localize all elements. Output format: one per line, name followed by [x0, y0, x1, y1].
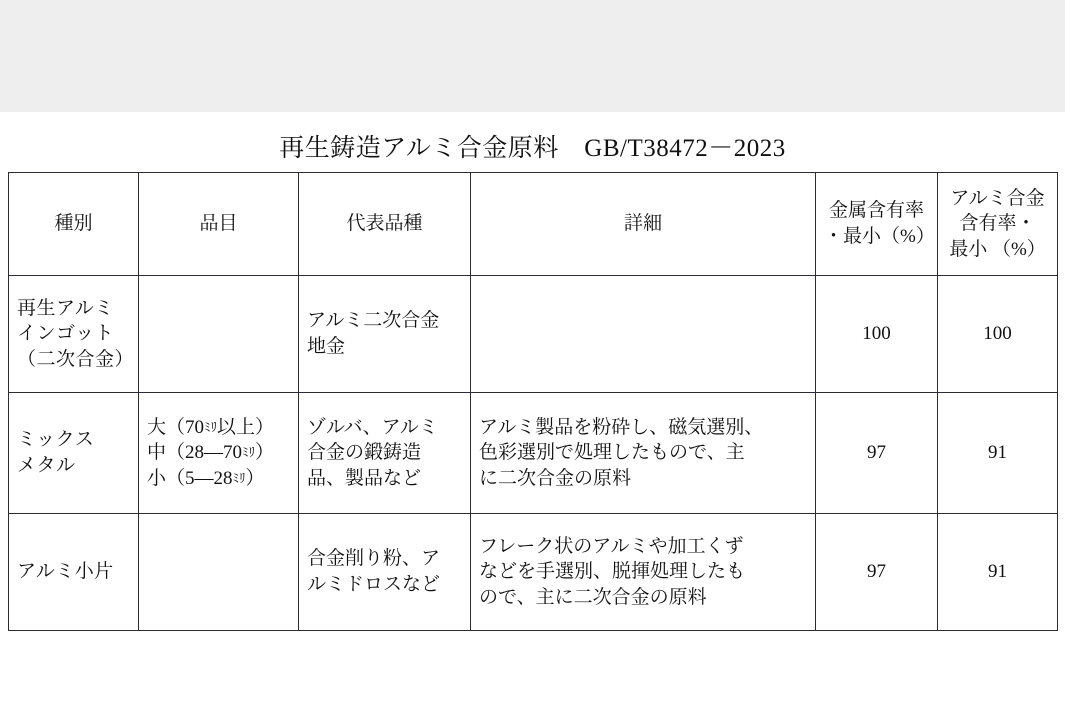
- cell-kind-line3: （二次合金）: [17, 348, 135, 370]
- table-row: [9, 393, 1058, 514]
- header-kind: 種別: [9, 173, 139, 276]
- cell-representative-line2: 合金の鍛鋳造: [307, 442, 422, 464]
- cell-item-line1: [147, 415, 290, 441]
- header-alloy-content-line2: 含有率・: [959, 213, 1036, 235]
- cell-item: [139, 276, 299, 393]
- cell-item-line3: [147, 466, 290, 492]
- cell-representative: [299, 514, 471, 631]
- cell-kind-line1: アルミ小片: [17, 561, 114, 583]
- cell-detail: [471, 514, 816, 631]
- cell-representative-line1: 合金削り粉、ア: [307, 548, 441, 570]
- table-body: [9, 276, 1058, 631]
- cell-alloy-content: 100: [938, 276, 1058, 393]
- cell-item-line2: [147, 440, 290, 466]
- cell-kind: [9, 514, 139, 631]
- page-title: 再生鋳造アルミ合金原料 GB/T38472－2023: [279, 135, 786, 162]
- table-row: [9, 514, 1058, 631]
- cell-alloy-content: 91: [938, 514, 1058, 631]
- cell-detail-line3: ので、主に二次合金の原料: [479, 586, 707, 608]
- cell-kind-line2: インゴット: [17, 323, 115, 345]
- cell-kind-line1: ミックス: [17, 429, 95, 451]
- header-detail: 詳細: [471, 173, 816, 276]
- cell-detail: [471, 276, 816, 393]
- cell-detail-line3: に二次合金の原料: [479, 467, 632, 489]
- cell-representative-line3: 品、製品など: [307, 467, 422, 489]
- spec-table: [8, 172, 1058, 631]
- header-alloy-content-line3: 最小 （%）: [949, 238, 1046, 260]
- item-size-large-unit: ﾐﾘ: [204, 418, 218, 434]
- cell-detail-line1: アルミ製品を粉砕し、磁気選別、: [479, 416, 764, 438]
- cell-item: [139, 393, 299, 514]
- header-metal-content: [816, 173, 938, 276]
- table-row: [9, 276, 1058, 393]
- item-size-small-suffix: ）: [245, 467, 265, 489]
- header-alloy-content-line1: アルミ合金: [950, 187, 1045, 209]
- cell-representative: [299, 276, 471, 393]
- item-size-small-prefix: 小（5―28: [147, 467, 233, 489]
- item-size-small-unit: ﾐﾘ: [232, 470, 246, 486]
- cell-detail: [471, 393, 816, 514]
- item-size-medium-unit: ﾐﾘ: [242, 444, 256, 460]
- cell-representative-line2: 地金: [307, 336, 346, 357]
- cell-detail-line1: フレーク状のアルミや加工くず: [479, 535, 744, 557]
- cell-representative-line1: ゾルバ、アルミ: [307, 416, 438, 438]
- table-header-row: [9, 173, 1058, 276]
- cell-kind-line2: メタル: [17, 455, 76, 476]
- item-size-medium-prefix: 中（28―70: [147, 442, 243, 464]
- cell-metal-content: 97: [816, 393, 938, 514]
- cell-detail-line2: などを手選別、脱揮処理したも: [479, 561, 746, 583]
- cell-kind: [9, 276, 139, 393]
- cell-detail-line2: 色彩選別で処理したもので、主: [479, 442, 745, 464]
- cell-representative-line1: アルミ二次合金: [307, 310, 440, 332]
- cell-representative-line2: ルミドロスなど: [307, 574, 441, 595]
- header-metal-content-line1: 金属含有率: [828, 200, 924, 222]
- header-representative: 代表品種: [299, 173, 471, 276]
- cell-item: [139, 514, 299, 631]
- header-metal-content-line2: ・最小（%）: [824, 226, 935, 247]
- item-size-large-suffix: 以上）: [217, 416, 275, 438]
- spec-table-container: [8, 172, 1057, 631]
- item-size-medium-suffix: ）: [255, 442, 275, 464]
- header-alloy-content: [938, 173, 1058, 276]
- cell-kind: [9, 393, 139, 514]
- item-size-large-prefix: 大（70: [147, 416, 205, 438]
- table-header: [9, 173, 1058, 276]
- header-item: 品目: [139, 173, 299, 276]
- cell-alloy-content: 91: [938, 393, 1058, 514]
- cell-metal-content: 100: [816, 276, 938, 393]
- cell-kind-line1: 再生アルミ: [17, 297, 114, 319]
- cell-metal-content: 97: [816, 514, 938, 631]
- cell-representative: [299, 393, 471, 514]
